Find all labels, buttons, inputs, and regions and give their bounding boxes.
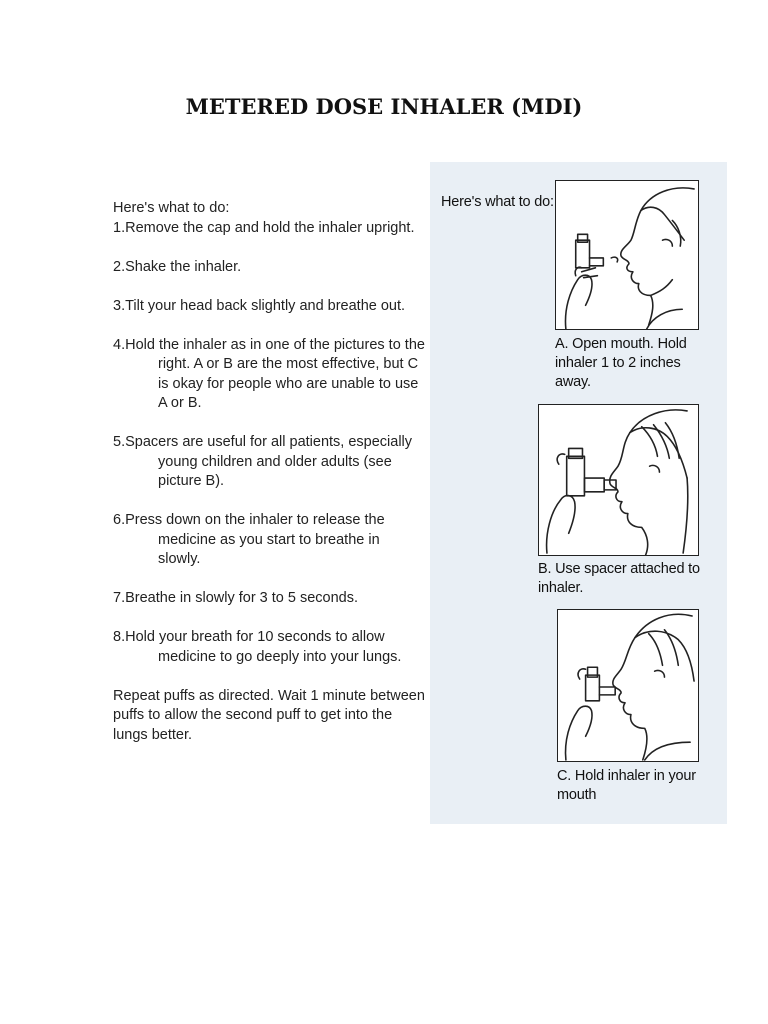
step-2: 2.Shake the inhaler. (113, 258, 242, 275)
person-inhaler-spacer-icon (539, 405, 698, 555)
step-4: 4.Hold the inhaler as in one of the pictures to the right. A or B are the most effective, but C is okay for people who are unable to use A or B. (113, 336, 425, 411)
illustration-panel (430, 162, 727, 824)
person-inhaler-open-mouth-icon (556, 181, 698, 329)
step-1: 1.Remove the cap and hold the inhaler upright. (113, 219, 415, 236)
caption-a: A. Open mouth. Hold inhaler 1 to 2 inches away. (555, 336, 687, 390)
step-8: 8.Hold your breath for 10 seconds to allow medicine to go deeply into your lungs. (113, 629, 402, 665)
step-5: 5.Spacers are useful for all patients, especially young children and older adults (see picture B). (113, 434, 413, 489)
instructions-column (113, 199, 425, 745)
page-title: METERED DOSE INHALER (MDI) (185, 94, 583, 119)
person-inhaler-in-mouth-icon (558, 610, 698, 761)
caption-c: C. Hold inhaler in your mouth (557, 768, 696, 803)
step-7: 7.Breathe in slowly for 3 to 5 seconds. (113, 590, 359, 606)
illustration-b (538, 404, 699, 556)
closing-note: Repeat puffs as directed. Wait 1 minute between puffs to allow the second puff to get into the lungs better. (113, 687, 425, 743)
step-6: 6.Press down on the inhaler to release the medicine as you start to breathe in slowly. (113, 512, 385, 567)
panel-heading: Here's what to do: (441, 194, 554, 210)
illustration-c (557, 609, 699, 762)
instructions-intro: Here's what to do: (113, 200, 230, 216)
illustration-a (555, 180, 699, 330)
step-3: 3.Tilt your head back slightly and breathe out. (113, 297, 406, 314)
caption-b: B. Use spacer attached to inhaler. (538, 561, 700, 596)
